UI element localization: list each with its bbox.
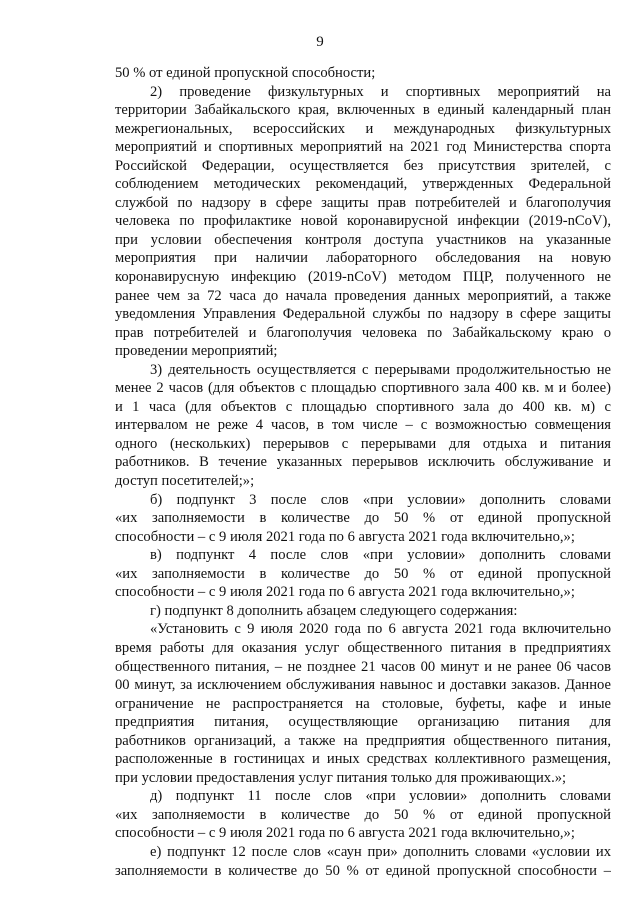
text-line: при условии обеспечения контроля доступа участников на указанные <box>115 231 611 248</box>
text-line: межрегиональных, всероссийских и международных физкультурных <box>115 120 611 137</box>
text-line: общественного питания, – не позднее 21 часов 00 минут и не ранее 06 часов <box>115 658 611 675</box>
text-line: и 1 часа (для объектов с площадью спортивного зала до 400 кв. м) с <box>115 398 611 415</box>
text-line: коронавирусную инфекцию (2019-nCoV) методом ПЦР, полученного не <box>115 269 611 286</box>
text-line: мероприятия при наличии лабораторного обследования на новую <box>115 250 611 267</box>
text-line: способности – с 9 июля 2021 года по 6 августа 2021 года включительно,»; <box>115 528 575 545</box>
text-line: предприятия питания, осуществляющие организацию питания для <box>115 714 611 731</box>
text-line: г) подпункт 8 дополнить абзацем следующего содержания: <box>150 602 518 619</box>
document-body <box>115 64 611 880</box>
text-line: работников организаций, а также на предприятия общественного питания, <box>115 732 611 749</box>
text-line: расположенные в гостиницах и иных средствах коллективного размещения, <box>115 751 611 768</box>
text-line: ограничение не распространяется на столовые, буфеты, кафе и иные <box>115 695 611 712</box>
text-line: 50 % от единой пропускной способности; <box>115 65 376 81</box>
text-line: менее 2 часов (для объектов с площадью спортивного зала 400 кв. м и более) <box>115 380 611 397</box>
text-line: способности – с 9 июля 2021 года по 6 августа 2021 года включительно,»; <box>115 584 575 601</box>
text-line: Российской Федерации, осуществляется без присутствия зрителей, с <box>115 157 611 174</box>
text-line: при условии предоставления услуг питания только для проживающих.»; <box>115 769 567 786</box>
text-line: «их заполняемости в количестве до 50 % от единой пропускной <box>115 510 611 527</box>
text-line: 3) деятельность осуществляется с перерывами продолжительностью не <box>150 361 611 378</box>
text-line: время работы для оказания услуг общественного питания в предприятиях <box>115 639 611 656</box>
text-line: интервалом не реже 4 часов, в том числе – с возможностью совмещения <box>115 417 611 434</box>
text-line: способности – с 9 июля 2021 года по 6 августа 2021 года включительно,»; <box>115 825 575 842</box>
text-line: прав потребителей и благополучия человека по Забайкальскому краю о <box>115 324 611 341</box>
text-line: мероприятий и спортивных мероприятий на 2021 год Министерства спорта <box>115 139 611 156</box>
text-line: человека по профилактике новой коронавирусной инфекции (2019-nCoV), <box>115 213 611 230</box>
text-line: заполняемости в количестве до 50 % от единой пропускной способности – <box>115 862 611 879</box>
text-line: соблюдением методических рекомендаций, утвержденных Федеральной <box>115 176 611 193</box>
text-line: уведомления Управления Федеральной службы по надзору в сфере защиты <box>115 306 611 323</box>
page-number: 9 <box>316 34 324 50</box>
text-line: в) подпункт 4 после слов «при условии» дополнить словами <box>150 547 611 564</box>
text-line: одного (нескольких) перерывов с перерывами для отдыха и питания <box>115 435 611 452</box>
text-line: доступ посетителей;»; <box>115 473 255 490</box>
text-line: «Установить с 9 июля 2020 года по 6 августа 2021 года включительно <box>150 621 611 638</box>
text-line: «их заполняемости в количестве до 50 % от единой пропускной <box>115 806 611 823</box>
text-line: 2) проведение физкультурных и спортивных мероприятий на <box>150 83 611 100</box>
text-line: проведении мероприятий; <box>115 343 278 360</box>
text-line: ранее чем за 72 часа до начала проведения данных мероприятий, а также <box>115 287 611 304</box>
text-line: работников. В течение указанных перерывов исключить обслуживание и <box>115 454 611 471</box>
text-line: «их заполняемости в количестве до 50 % от единой пропускной <box>115 565 611 582</box>
text-line: службой по надзору в сфере защиты прав потребителей и благополучия <box>115 194 611 211</box>
text-line: б) подпункт 3 после слов «при условии» дополнить словами <box>150 491 611 508</box>
text-line: 00 минут, за исключением обслуживания навынос и доставки заказов. Данное <box>115 677 611 694</box>
text-line: е) подпункт 12 после слов «саун при» дополнить словами «условии их <box>150 843 611 860</box>
text-line: д) подпункт 11 после слов «при условии» дополнить словами <box>150 788 611 805</box>
text-line: территории Забайкальского края, включенных в единый календарный план <box>115 102 611 119</box>
